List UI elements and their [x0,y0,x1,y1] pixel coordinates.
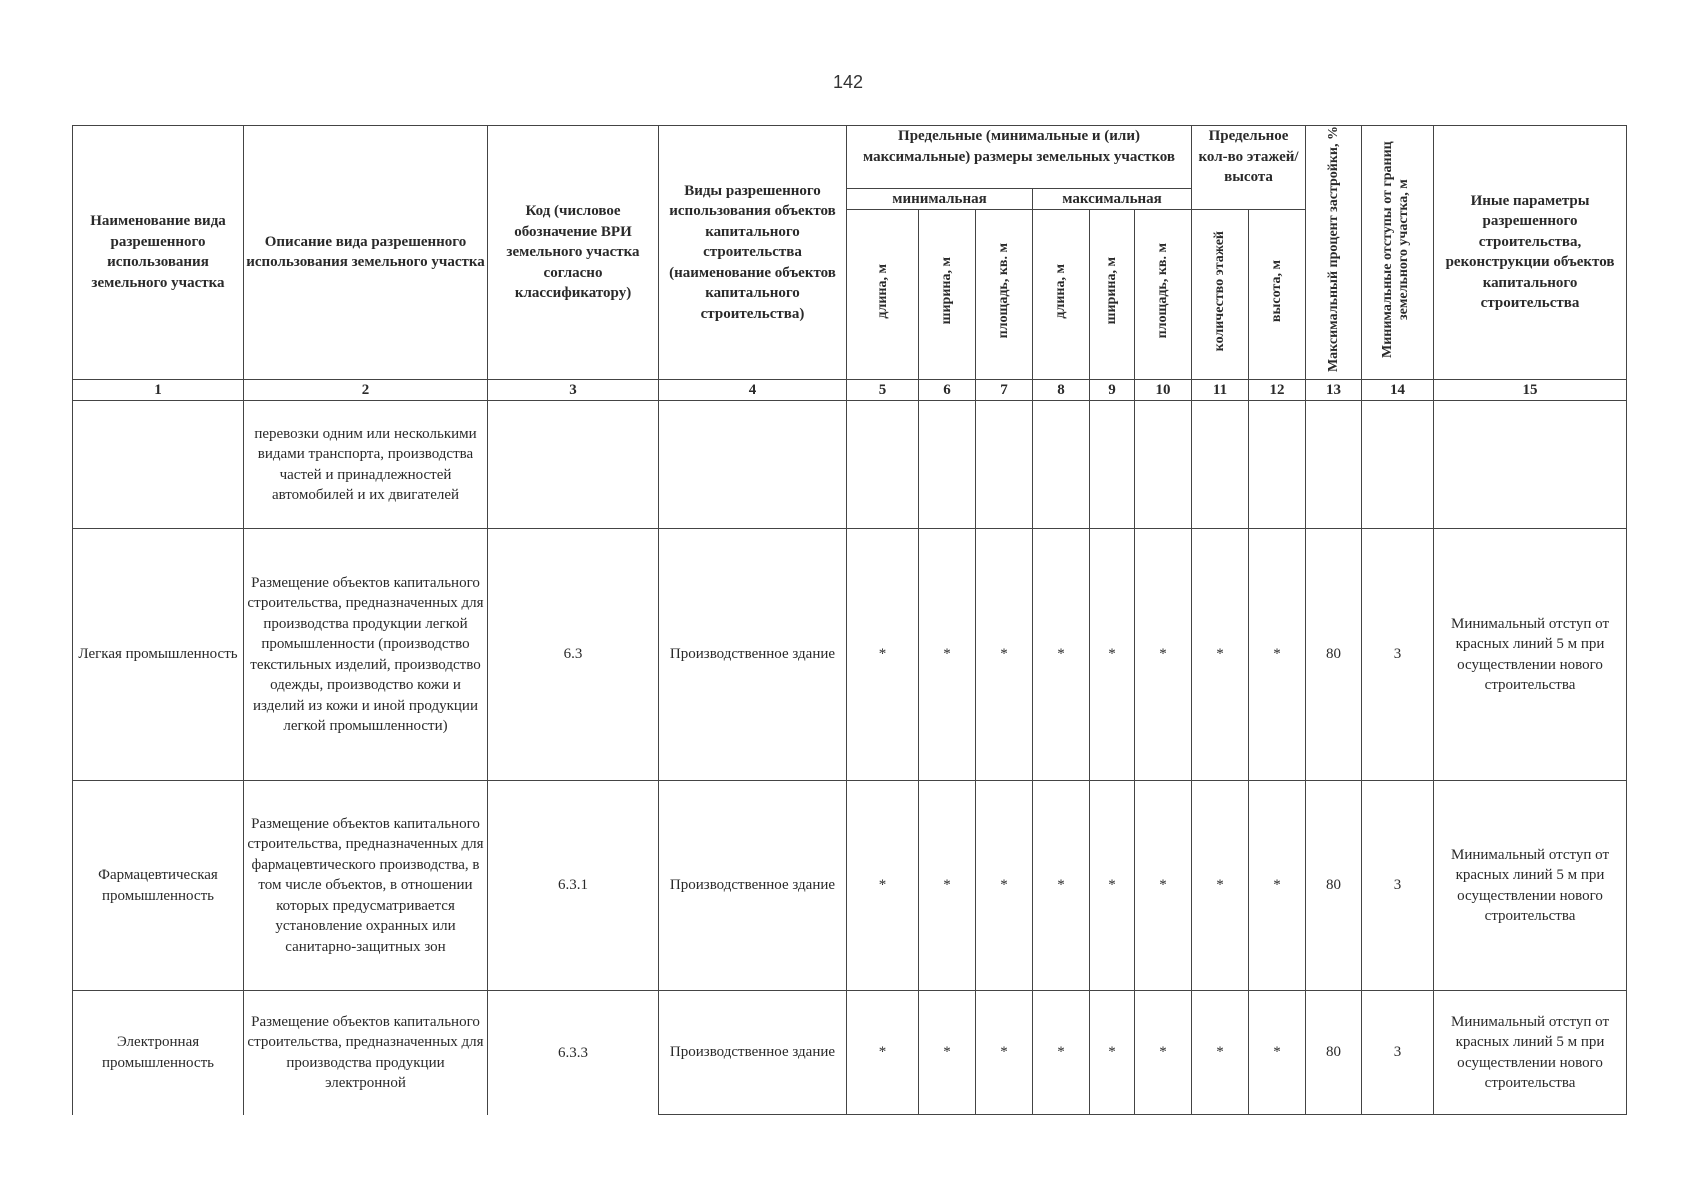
cell-min-area: * [976,991,1033,1115]
cell-max-length: * [1033,991,1090,1115]
cell-object: Производственное здание [659,781,847,991]
cell-other: Минимальный отступ от красных линий 5 м при осуществлении нового строительства [1434,781,1627,991]
cell-floors: * [1192,991,1249,1115]
cell-setback: 3 [1362,781,1434,991]
cell-max-area [1135,401,1192,529]
cell-min-length: * [847,781,919,991]
cell-max-length: * [1033,781,1090,991]
cell-min-area [976,401,1033,529]
cell-height: * [1249,991,1306,1115]
cell-max-area: * [1135,991,1192,1115]
cell-object: Производственное здание [659,991,847,1115]
cell-setback: 3 [1362,529,1434,781]
header-floors-height-limits: Предельное кол-во этажей/высота [1192,126,1306,210]
cell-min-area: * [976,781,1033,991]
header-land-use-description: Описание вида разрешенного использования земельного участка [244,126,488,380]
cell-height: * [1249,529,1306,781]
cell-max-area: * [1135,529,1192,781]
column-number: 7 [976,379,1033,401]
column-number: 9 [1090,379,1135,401]
cell-setback [1362,401,1434,529]
cell-min-area: * [976,529,1033,781]
header-code: Код (числовое обозначение ВРИ земельного участка согласно классификатору) [488,126,659,380]
column-number: 14 [1362,379,1434,401]
header-min-group: минимальная [847,188,1033,210]
cell-percent: 80 [1306,529,1362,781]
cell-name: Электронная промышленность [73,991,244,1115]
cell-min-length: * [847,991,919,1115]
table-row [73,401,1627,529]
cell-percent: 80 [1306,991,1362,1115]
cell-name: Легкая промышленность [73,529,244,781]
column-number: 5 [847,379,919,401]
column-number: 11 [1192,379,1249,401]
cell-name: Фармацевтическая промышленность [73,781,244,991]
table-row [73,781,1627,991]
cell-percent [1306,401,1362,529]
cell-other: Минимальный отступ от красных линий 5 м при осуществлении нового строительства [1434,529,1627,781]
cell-setback: 3 [1362,991,1434,1115]
column-number: 1 [73,379,244,401]
table-row [73,991,1627,1115]
cell-description: перевозки одним или несколькими видами транспорта, производства частей и принадлежностей автомобилей и их двигателей [244,401,488,529]
table-row [73,529,1627,781]
cell-name [73,401,244,529]
header-min-setbacks: Минимальные отступы от границ земельного участка, м [1362,126,1434,380]
cell-max-length: * [1033,529,1090,781]
header-plot-size-limits: Предельные (минимальные и (или) максимальные) размеры земельных участков [847,126,1192,189]
header-max-group: максимальная [1033,188,1192,210]
header-max-building-percent: Максимальный процент застройки, % [1306,126,1362,380]
header-floors-count: количество этажей [1192,210,1249,379]
cell-other [1434,401,1627,529]
header-min-width: ширина, м [919,210,976,379]
column-number: 12 [1249,379,1306,401]
column-number: 6 [919,379,976,401]
cell-height [1249,401,1306,529]
header-max-area: площадь, кв. м [1135,210,1192,379]
cell-code: 6.3.3 [488,991,659,1115]
cell-object: Производственное здание [659,529,847,781]
column-number: 8 [1033,379,1090,401]
cell-code: 6.3 [488,529,659,781]
cell-floors [1192,401,1249,529]
cell-max-length [1033,401,1090,529]
cell-floors: * [1192,529,1249,781]
header-max-length: длина, м [1033,210,1090,379]
column-number: 2 [244,379,488,401]
cell-min-length: * [847,529,919,781]
cell-code [488,401,659,529]
cell-description: Размещение объектов капитального строительства, предназначенных для производства продукции электронной [244,991,488,1115]
cell-floors: * [1192,781,1249,991]
cell-min-width: * [919,781,976,991]
cell-min-length [847,401,919,529]
land-use-table [72,125,1627,1115]
cell-max-width [1090,401,1135,529]
header-min-length: длина, м [847,210,919,379]
cell-object [659,401,847,529]
cell-code: 6.3.1 [488,781,659,991]
header-land-use-name: Наименование вида разрешенного использования земельного участка [73,126,244,380]
cell-min-width: * [919,529,976,781]
cell-max-width: * [1090,529,1135,781]
header-min-area: площадь, кв. м [976,210,1033,379]
cell-height: * [1249,781,1306,991]
cell-percent: 80 [1306,781,1362,991]
column-number: 3 [488,379,659,401]
header-height: высота, м [1249,210,1306,379]
cell-description: Размещение объектов капитального строительства, предназначенных для производства продукции легкой промышленности (производство текстильных изделий, производство одежды, производство кожи и изделий из кожи и иной продукции легкой промышленности) [244,529,488,781]
column-number: 4 [659,379,847,401]
cell-description: Размещение объектов капитального строительства, предназначенных для фармацевтического производства, в том числе объектов, в отношении которых предусматривается установление охранных или санитарно-защитных зон [244,781,488,991]
cell-max-width: * [1090,781,1135,991]
cell-min-width [919,401,976,529]
cell-other: Минимальный отступ от красных линий 5 м при осуществлении нового строительства [1434,991,1627,1115]
header-max-width: ширина, м [1090,210,1135,379]
header-object-types: Виды разрешенного использования объектов капитального строительства (наименование объектов капитального строительства) [659,126,847,380]
page-number: 142 [832,72,864,92]
cell-max-area: * [1135,781,1192,991]
column-number: 10 [1135,379,1192,401]
column-number: 13 [1306,379,1362,401]
cell-max-width: * [1090,991,1135,1115]
cell-min-width: * [919,991,976,1115]
column-number: 15 [1434,379,1627,401]
header-other-parameters: Иные параметры разрешенного строительства, реконструкции объектов капитального строительства [1434,126,1627,380]
